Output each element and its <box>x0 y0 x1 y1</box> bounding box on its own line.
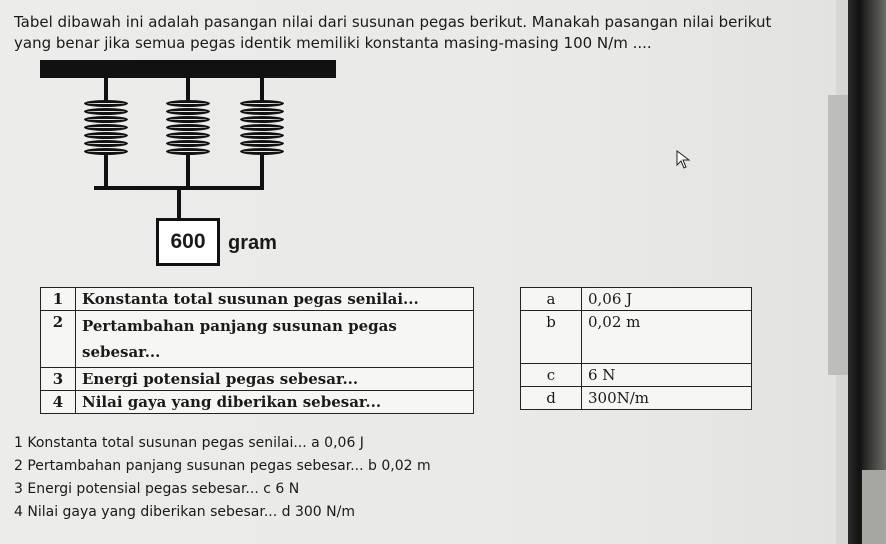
spring-1 <box>84 78 128 188</box>
statement-number: 1 <box>41 288 76 311</box>
monitor-bezel-corner <box>862 470 886 544</box>
table-row <box>521 311 752 364</box>
statement-text: Pertambahan panjang susunan pegas sebesar... <box>76 311 474 368</box>
option-value: 300N/m <box>582 387 752 410</box>
monitor-bezel <box>848 0 886 544</box>
answer-line: 3 Energi potensial pegas sebesar... c 6 N <box>14 481 300 497</box>
option-letter: c <box>521 364 582 387</box>
options-table <box>520 287 752 410</box>
answer-list <box>14 432 431 524</box>
table-row <box>521 288 752 311</box>
spring-3 <box>240 78 284 188</box>
answer-line: 1 Konstanta total susunan pegas senilai... a 0,06 J <box>14 435 364 451</box>
statement-number: 3 <box>41 368 76 391</box>
spring-diagram <box>30 56 350 276</box>
option-value: 6 N <box>582 364 752 387</box>
option-letter: d <box>521 387 582 410</box>
statement-number: 4 <box>41 391 76 414</box>
statement-text: Konstanta total susunan pegas senilai... <box>76 288 474 311</box>
table-row <box>41 368 474 391</box>
option-value: 0,06 J <box>582 288 752 311</box>
table-row <box>41 391 474 414</box>
ceiling-support <box>40 60 336 78</box>
mass-unit-label: gram <box>228 232 277 254</box>
hanging-rod <box>177 186 181 218</box>
statement-text: Nilai gaya yang diberikan sebesar... <box>76 391 474 414</box>
statements-table <box>40 287 474 414</box>
option-letter: b <box>521 311 582 364</box>
spring-2 <box>166 78 210 188</box>
mouse-cursor-icon <box>676 150 692 170</box>
question-text: Tabel dibawah ini adalah pasangan nilai dari susunan pegas berikut. Manakah pasangan nilai berikut yang benar jika semua pegas identik memiliki konstanta masing-masing 100 N/m .... <box>14 13 772 52</box>
answer-line: 2 Pertambahan panjang susunan pegas sebesar... b 0,02 m <box>14 458 431 474</box>
option-value: 0,02 m <box>582 311 752 364</box>
table-row <box>521 364 752 387</box>
screen-edge <box>828 95 850 375</box>
statement-number: 2 <box>41 311 76 368</box>
mass-label: 600 <box>156 218 220 266</box>
statement-text: Energi potensial pegas sebesar... <box>76 368 474 391</box>
answer-line: 4 Nilai gaya yang diberikan sebesar... d 300 N/m <box>14 504 355 520</box>
table-row <box>41 288 474 311</box>
table-row <box>41 311 474 368</box>
table-row <box>521 387 752 410</box>
option-letter: a <box>521 288 582 311</box>
